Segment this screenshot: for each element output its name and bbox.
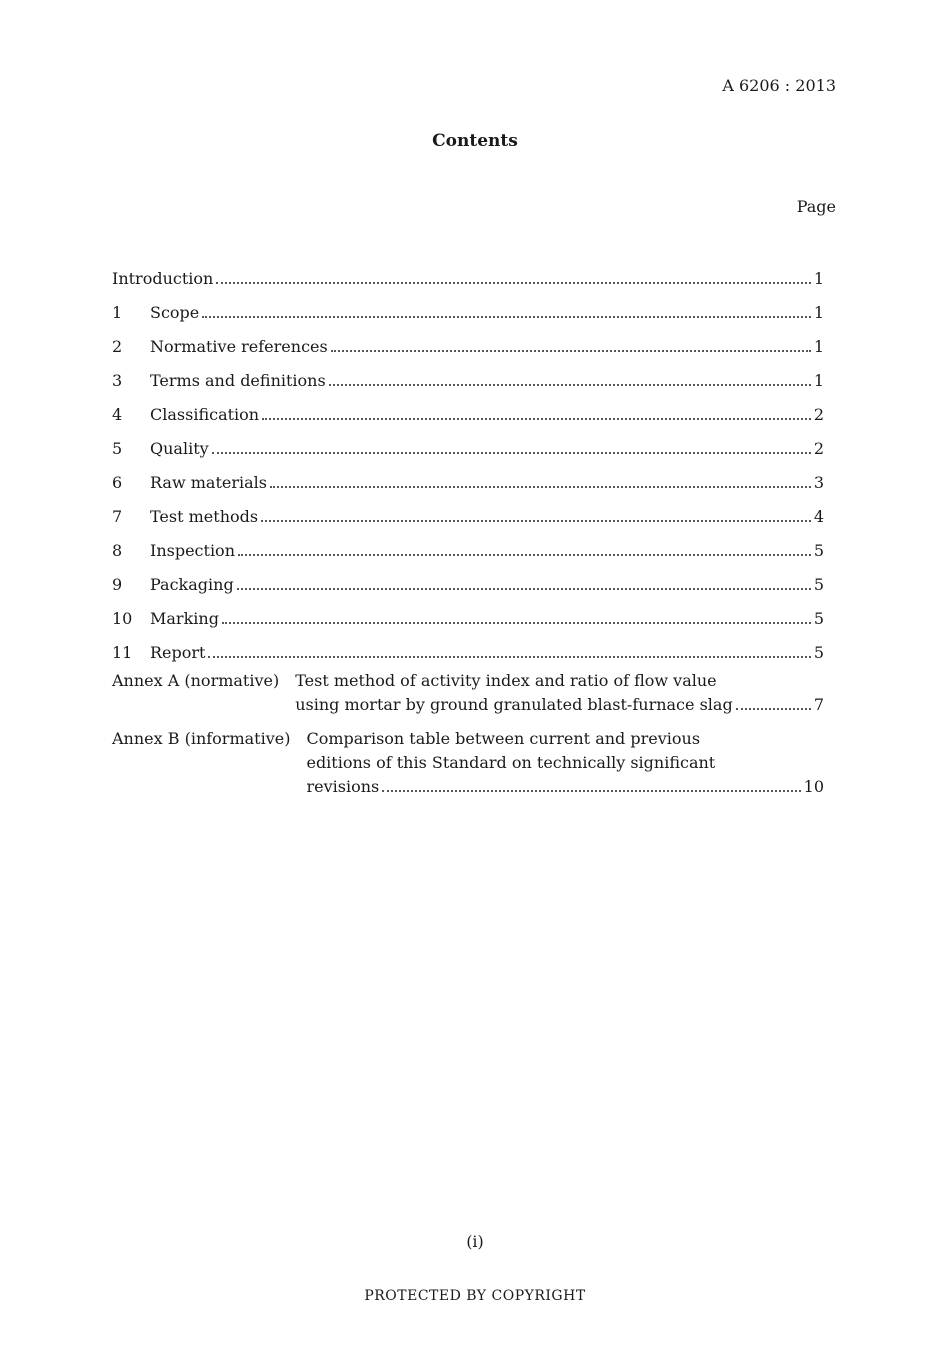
toc-entry-classification[interactable] <box>112 393 824 427</box>
document-id: A 6206 : 2013 <box>722 76 836 95</box>
table-of-contents <box>112 257 824 799</box>
toc-entry-number: 5 <box>112 439 123 458</box>
annex-title <box>306 727 824 799</box>
annex-title-line: Test method of activity index and ratio of flow value <box>295 671 717 690</box>
dot-leader <box>237 588 811 590</box>
toc-entry-page: 1 <box>813 371 824 390</box>
toc-entry-label: Introduction <box>112 269 214 288</box>
toc-entry-quality[interactable] <box>112 427 824 461</box>
toc-entry-normative-references[interactable] <box>112 325 824 359</box>
toc-entry-number: 9 <box>112 575 123 594</box>
annex-title-last-line <box>306 775 824 799</box>
annex-title-line: using mortar by ground granulated blast-furnace slag <box>295 695 733 714</box>
toc-entry-label: Normative references <box>150 337 328 356</box>
toc-entry-report[interactable] <box>112 631 824 665</box>
dot-leader <box>736 708 811 710</box>
toc-entry-label: Packaging <box>150 575 234 594</box>
toc-entry-label: Scope <box>150 303 200 322</box>
dot-leader <box>331 350 811 352</box>
toc-entry-inspection[interactable] <box>112 529 824 563</box>
toc-entry-label: Inspection <box>150 541 235 560</box>
toc-entry-label: Marking <box>150 609 219 628</box>
toc-entry-page: 1 <box>813 337 824 356</box>
toc-entry-number: 4 <box>112 405 123 424</box>
toc-entry-number: 8 <box>112 541 123 560</box>
annex-title-line: Comparison table between current and previous <box>306 729 701 748</box>
toc-entry-page: 1 <box>813 269 824 288</box>
toc-entry-number: 11 <box>112 643 133 662</box>
annex-page: 7 <box>813 695 824 714</box>
dot-leader <box>262 418 811 420</box>
page-column-heading: Page <box>796 197 836 216</box>
toc-entry-page: 5 <box>813 541 824 560</box>
toc-entry-raw-materials[interactable] <box>112 461 824 495</box>
toc-entry-scope[interactable] <box>112 291 824 325</box>
toc-entry-page: 4 <box>813 507 824 526</box>
toc-entry-page: 5 <box>813 643 824 662</box>
toc-entry-annex-b[interactable] <box>112 727 824 799</box>
page-title: Contents <box>432 131 518 151</box>
dot-leader <box>216 282 810 284</box>
toc-entry-test-methods[interactable] <box>112 495 824 529</box>
dot-leader <box>382 790 800 792</box>
dot-leader <box>202 316 811 318</box>
annex-title-line: revisions <box>306 777 380 796</box>
dot-leader <box>222 622 811 624</box>
toc-entry-marking[interactable] <box>112 597 824 631</box>
annex-title-last-line <box>295 693 824 717</box>
toc-entry-page: 1 <box>813 303 824 322</box>
toc-entry-number: 7 <box>112 507 123 526</box>
annex-page: 10 <box>803 777 824 796</box>
annex-title <box>295 669 824 717</box>
toc-entry-annex-a[interactable] <box>112 669 824 717</box>
footer-page-number: (i) <box>466 1232 484 1251</box>
toc-entry-introduction[interactable] <box>112 257 824 291</box>
toc-entry-label: Raw materials <box>150 473 267 492</box>
toc-entry-label: Terms and definitions <box>150 371 326 390</box>
toc-entry-terms-and-definitions[interactable] <box>112 359 824 393</box>
toc-entry-page: 5 <box>813 609 824 628</box>
toc-entry-number: 2 <box>112 337 123 356</box>
toc-entry-label: Quality <box>150 439 209 458</box>
copyright-notice: PROTECTED BY COPYRIGHT <box>364 1288 586 1304</box>
toc-entry-label: Test methods <box>150 507 259 526</box>
annex-label: Annex A (normative) <box>112 671 280 690</box>
toc-entry-number: 3 <box>112 371 123 390</box>
toc-entry-page: 2 <box>813 405 824 424</box>
dot-leader <box>329 384 811 386</box>
toc-entry-number: 10 <box>112 609 133 628</box>
toc-entry-packaging[interactable] <box>112 563 824 597</box>
dot-leader <box>261 520 811 522</box>
toc-entry-number: 6 <box>112 473 123 492</box>
dot-leader <box>208 656 810 658</box>
dot-leader <box>212 452 811 454</box>
toc-entry-label: Report <box>150 643 206 662</box>
toc-entry-page: 5 <box>813 575 824 594</box>
dot-leader <box>238 554 811 556</box>
toc-entry-page: 3 <box>813 473 824 492</box>
toc-entry-label: Classification <box>150 405 260 424</box>
toc-entry-page: 2 <box>813 439 824 458</box>
annex-label: Annex B (informative) <box>112 729 291 748</box>
toc-entry-number: 1 <box>112 303 123 322</box>
dot-leader <box>270 486 811 488</box>
annex-title-line: editions of this Standard on technically significant <box>306 753 716 772</box>
